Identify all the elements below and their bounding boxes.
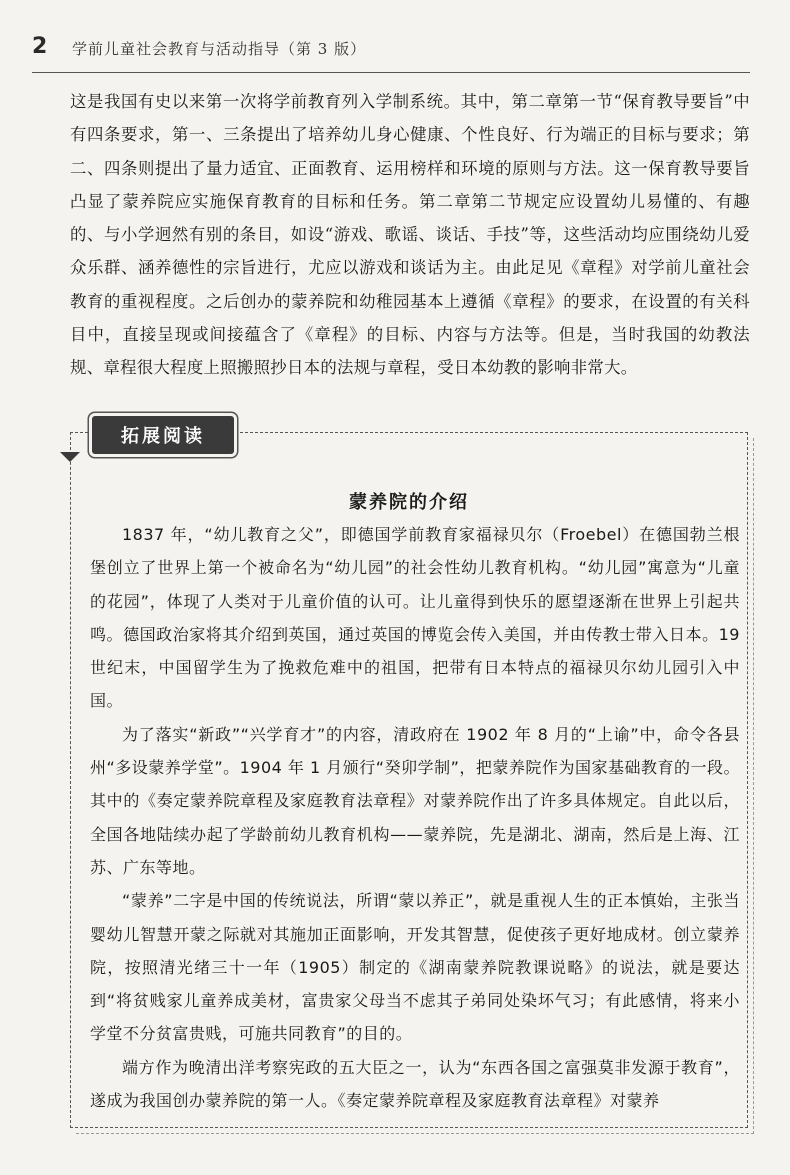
box-body <box>90 518 740 1117</box>
page-number: 2 <box>32 34 48 59</box>
extended-reading-tag-label: 拓展阅读 <box>121 426 205 447</box>
box-paragraph: 端方作为晚清出洋考察宪政的五大臣之一，认为“东西各国之富强莫非发源于教育”，遂成为我国创办蒙养院的第一人。《奏定蒙养院章程及家庭教育法章程》对蒙养 <box>90 1057 740 1111</box>
page-header <box>32 30 750 70</box>
box-title: 蒙养院的介绍 <box>349 492 469 513</box>
box-paragraph: 为了落实“新政”“兴学育才”的内容，清政府在 1902 年 8 月的“上谕”中，命令各县州“多设蒙养学堂”。1904 年 1 月颁行“癸卯学制”，把蒙养院作为国家基础教育的一段。其中的《奏定蒙养院章程及家庭教育法章程》对蒙养院作出了许多具体规定。自此以后，全国各地陆续办起了学龄前幼儿教育机构——蒙养院，先是湖北、湖南，然后是上海、江苏、广东等地。 <box>90 724 740 877</box>
extended-reading-tag <box>92 416 234 454</box>
tag-notch <box>60 452 80 462</box>
header-rule <box>32 72 750 73</box>
box-paragraph: 1837 年，“幼儿教育之父”，即德国学前教育家福禄贝尔（Froebel）在德国勃兰根堡创立了世界上第一个被命名为“幼儿园”的社会性幼儿教育机构。“幼儿园”寓意为“儿童的花园”，体现了人类对于儿童价值的认可。让儿童得到快乐的愿望逐渐在世界上引起共鸣。德国政治家将其介绍到英国，通过英国的博览会传入美国，并由传教士带入日本。19 世纪末，中国留学生为了挽救危难中的祖国，把带有日本特点的福禄贝尔幼儿园引入中国。 <box>90 525 740 711</box>
box-paragraph: “蒙养”二字是中国的传统说法，所谓“蒙以养正”，就是重视人生的正本慎始，主张当婴幼儿智慧开蒙之际就对其施加正面影响，开发其智慧，促使孩子更好地成材。创立蒙养院，按照清光绪三十一年（1905）制定的《湖南蒙养院教课说略》的说法，就是要达到“将贫贱家儿童养成美材，富贵家父母当不虑其子弟同处染坏气习；有此感情，将来小学堂不分贫富贵贱，可施共同教育”的目的。 <box>90 891 740 1044</box>
running-title: 学前儿童社会教育与活动指导（第 3 版） <box>72 40 367 58</box>
intro-paragraph: 这是我国有史以来第一次将学前教育列入学制系统。其中，第二章第一节“保育教导要旨”中有四条要求，第一、三条提出了培养幼儿身心健康、个性良好、行为端正的目标与要求；第二、四条则提出了量力适宜、正面教育、运用榜样和环境的原则与方法。这一保育教导要旨凸显了蒙养院应实施保育教育的目标和任务。第二章第二节规定应设置幼儿易懂的、有趣的、与小学迥然有别的条目，如设“游戏、歌谣、谈话、手技”等，这些活动均应围绕幼儿爱众乐群、涵养德性的宗旨进行，尤应以游戏和谈话为主。由此足见《章程》对学前儿童社会教育的重视程度。之后创办的蒙养院和幼稚园基本上遵循《章程》的要求，在设置的有关科目中，直接呈现或间接蕴含了《章程》的目标、内容与方法等。但是，当时我国的幼教法规、章程很大程度上照搬照抄日本的法规与章程，受日本幼教的影响非常大。 <box>70 92 750 378</box>
